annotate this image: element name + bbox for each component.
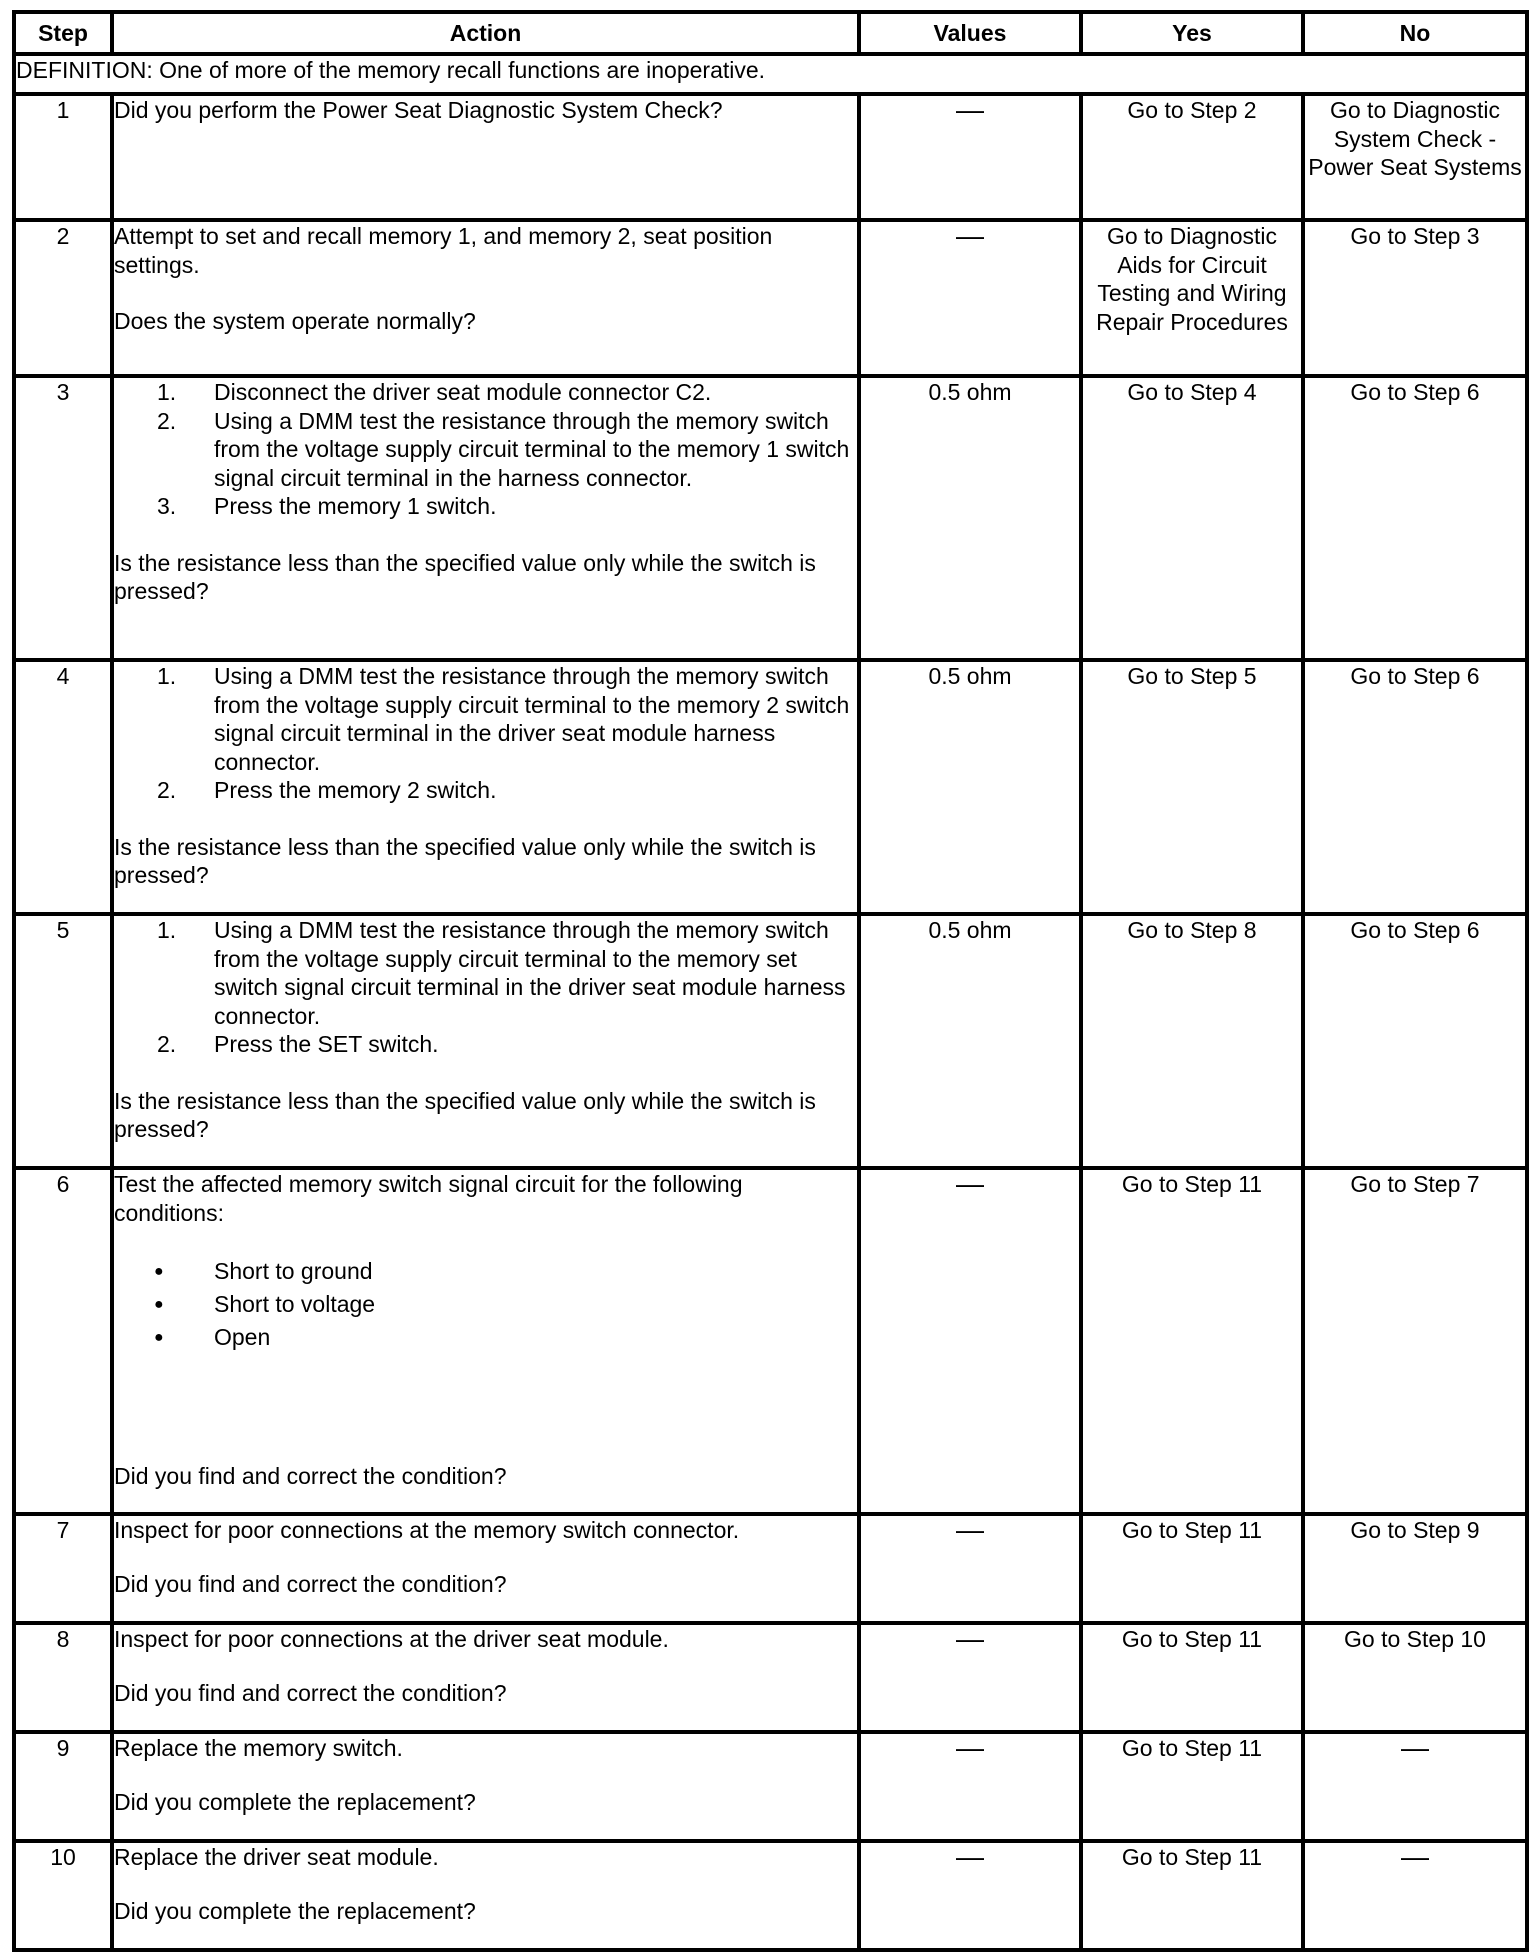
step-number: 6	[14, 1168, 112, 1514]
list-item: Press the SET switch.	[214, 1031, 439, 1057]
diagnostic-table	[12, 10, 1529, 1952]
no-cell: Go to Step 6	[1303, 914, 1527, 1168]
yes-cell: Go to Step 8	[1081, 914, 1303, 1168]
action-cell	[112, 376, 859, 660]
header-step: Step	[14, 12, 112, 54]
action-question: Is the resistance less than the specified value only while the switch is pressed?	[114, 549, 816, 604]
value-text: —	[956, 1623, 984, 1654]
table-row	[14, 1623, 1527, 1732]
action-text: Replace the driver seat module.	[114, 1844, 439, 1870]
list-item: Disconnect the driver seat module connector C2.	[214, 379, 712, 405]
list-item: Using a DMM test the resistance through the memory switch from the voltage supply circuit terminal to the memory 2 switch signal circuit terminal in the driver seat module harness connector.	[214, 663, 850, 775]
action-question: Did you find and correct the condition?	[114, 1679, 507, 1706]
action-question: Did you complete the replacement?	[114, 1788, 476, 1815]
substep-list	[114, 378, 857, 521]
yes-cell: Go to Step 5	[1081, 660, 1303, 914]
header-row	[14, 12, 1527, 54]
substep-list	[114, 662, 857, 805]
header-action: Action	[112, 12, 859, 54]
step-number: 8	[14, 1623, 112, 1732]
action-text: Did you perform the Power Seat Diagnostic System Check?	[112, 94, 859, 220]
definition-row	[14, 54, 1527, 94]
value-cell	[859, 94, 1081, 220]
table-row	[14, 376, 1527, 660]
definition-text: DEFINITION: One of more of the memory recall functions are inoperative.	[14, 54, 1527, 94]
action-cell	[112, 1168, 859, 1514]
value-cell	[859, 1841, 1081, 1950]
value-text: —	[956, 220, 984, 251]
yes-cell: Go to Diagnostic Aids for Circuit Testing and Wiring Repair Procedures	[1081, 220, 1303, 376]
list-item: ● Open	[214, 1321, 857, 1354]
no-text: —	[1401, 1841, 1429, 1872]
step-number: 7	[14, 1514, 112, 1623]
action-question: Did you find and correct the condition?	[114, 1570, 507, 1597]
action-text: Inspect for poor connections at the driver seat module.	[114, 1626, 669, 1652]
value-cell	[859, 1514, 1081, 1623]
action-cell	[112, 1841, 859, 1950]
yes-cell: Go to Step 11	[1081, 1623, 1303, 1732]
value-text: 0.5 ohm	[859, 376, 1081, 660]
yes-cell: Go to Step 11	[1081, 1841, 1303, 1950]
value-text: 0.5 ohm	[859, 660, 1081, 914]
value-cell	[859, 220, 1081, 376]
step-number: 2	[14, 220, 112, 376]
action-text: Inspect for poor connections at the memory switch connector.	[114, 1517, 740, 1543]
list-item: ● Short to ground	[214, 1255, 857, 1288]
header-yes: Yes	[1081, 12, 1303, 54]
action-cell	[112, 914, 859, 1168]
no-cell: Go to Step 10	[1303, 1623, 1527, 1732]
no-cell	[1303, 1841, 1527, 1950]
action-text: Replace the memory switch.	[114, 1735, 403, 1761]
action-question: Does the system operate normally?	[114, 308, 476, 334]
action-question: Is the resistance less than the specified value only while the switch is pressed?	[114, 833, 816, 888]
step-number: 9	[14, 1732, 112, 1841]
no-text: —	[1401, 1732, 1429, 1763]
table-row	[14, 1168, 1527, 1514]
action-cell	[112, 660, 859, 914]
action-cell	[112, 1732, 859, 1841]
value-text: —	[956, 1514, 984, 1545]
yes-cell: Go to Step 11	[1081, 1514, 1303, 1623]
no-cell: Go to Step 7	[1303, 1168, 1527, 1514]
value-text: —	[956, 1168, 984, 1199]
action-question: Did you complete the replacement?	[114, 1897, 476, 1924]
no-cell: Go to Diagnostic System Check - Power Seat Systems	[1303, 94, 1527, 220]
header-values: Values	[859, 12, 1081, 54]
table-row	[14, 914, 1527, 1168]
substep-list	[114, 916, 857, 1059]
yes-cell: Go to Step 11	[1081, 1168, 1303, 1514]
list-item: ● Short to voltage	[214, 1288, 857, 1321]
no-cell: Go to Step 3	[1303, 220, 1527, 376]
value-cell	[859, 1732, 1081, 1841]
value-cell	[859, 1168, 1081, 1514]
value-text: —	[956, 94, 984, 125]
table-row	[14, 660, 1527, 914]
yes-cell: Go to Step 4	[1081, 376, 1303, 660]
list-item: Using a DMM test the resistance through the memory switch from the voltage supply circuit terminal to the memory 1 switch signal circuit terminal in the harness connector.	[214, 407, 850, 491]
value-text: 0.5 ohm	[859, 914, 1081, 1168]
list-item: Press the memory 2 switch.	[214, 777, 497, 803]
value-text: —	[956, 1841, 984, 1872]
step-number: 1	[14, 94, 112, 220]
action-question: Did you find and correct the condition?	[114, 1463, 507, 1489]
table-row	[14, 1514, 1527, 1623]
no-cell: Go to Step 9	[1303, 1514, 1527, 1623]
header-no: No	[1303, 12, 1527, 54]
action-cell	[112, 220, 859, 376]
table-row	[14, 94, 1527, 220]
action-text: Test the affected memory switch signal circuit for the following conditions:	[114, 1171, 743, 1226]
step-number: 4	[14, 660, 112, 914]
step-number: 5	[14, 914, 112, 1168]
no-cell	[1303, 1732, 1527, 1841]
action-question: Is the resistance less than the specified value only while the switch is pressed?	[114, 1087, 816, 1142]
yes-cell: Go to Step 11	[1081, 1732, 1303, 1841]
no-cell: Go to Step 6	[1303, 376, 1527, 660]
table-row	[14, 220, 1527, 376]
table-row	[14, 1841, 1527, 1950]
table-row	[14, 1732, 1527, 1841]
step-number: 3	[14, 376, 112, 660]
action-text: Attempt to set and recall memory 1, and memory 2, seat position settings.	[114, 223, 773, 278]
yes-cell: Go to Step 2	[1081, 94, 1303, 220]
condition-list	[114, 1255, 857, 1354]
value-text: —	[956, 1732, 984, 1763]
value-cell	[859, 1623, 1081, 1732]
step-number: 10	[14, 1841, 112, 1950]
list-item: Press the memory 1 switch.	[214, 493, 497, 519]
no-cell: Go to Step 6	[1303, 660, 1527, 914]
action-cell	[112, 1514, 859, 1623]
action-cell	[112, 1623, 859, 1732]
list-item: Using a DMM test the resistance through the memory switch from the voltage supply circuit terminal to the memory set switch signal circuit terminal in the driver seat module harness connector.	[214, 917, 846, 1029]
